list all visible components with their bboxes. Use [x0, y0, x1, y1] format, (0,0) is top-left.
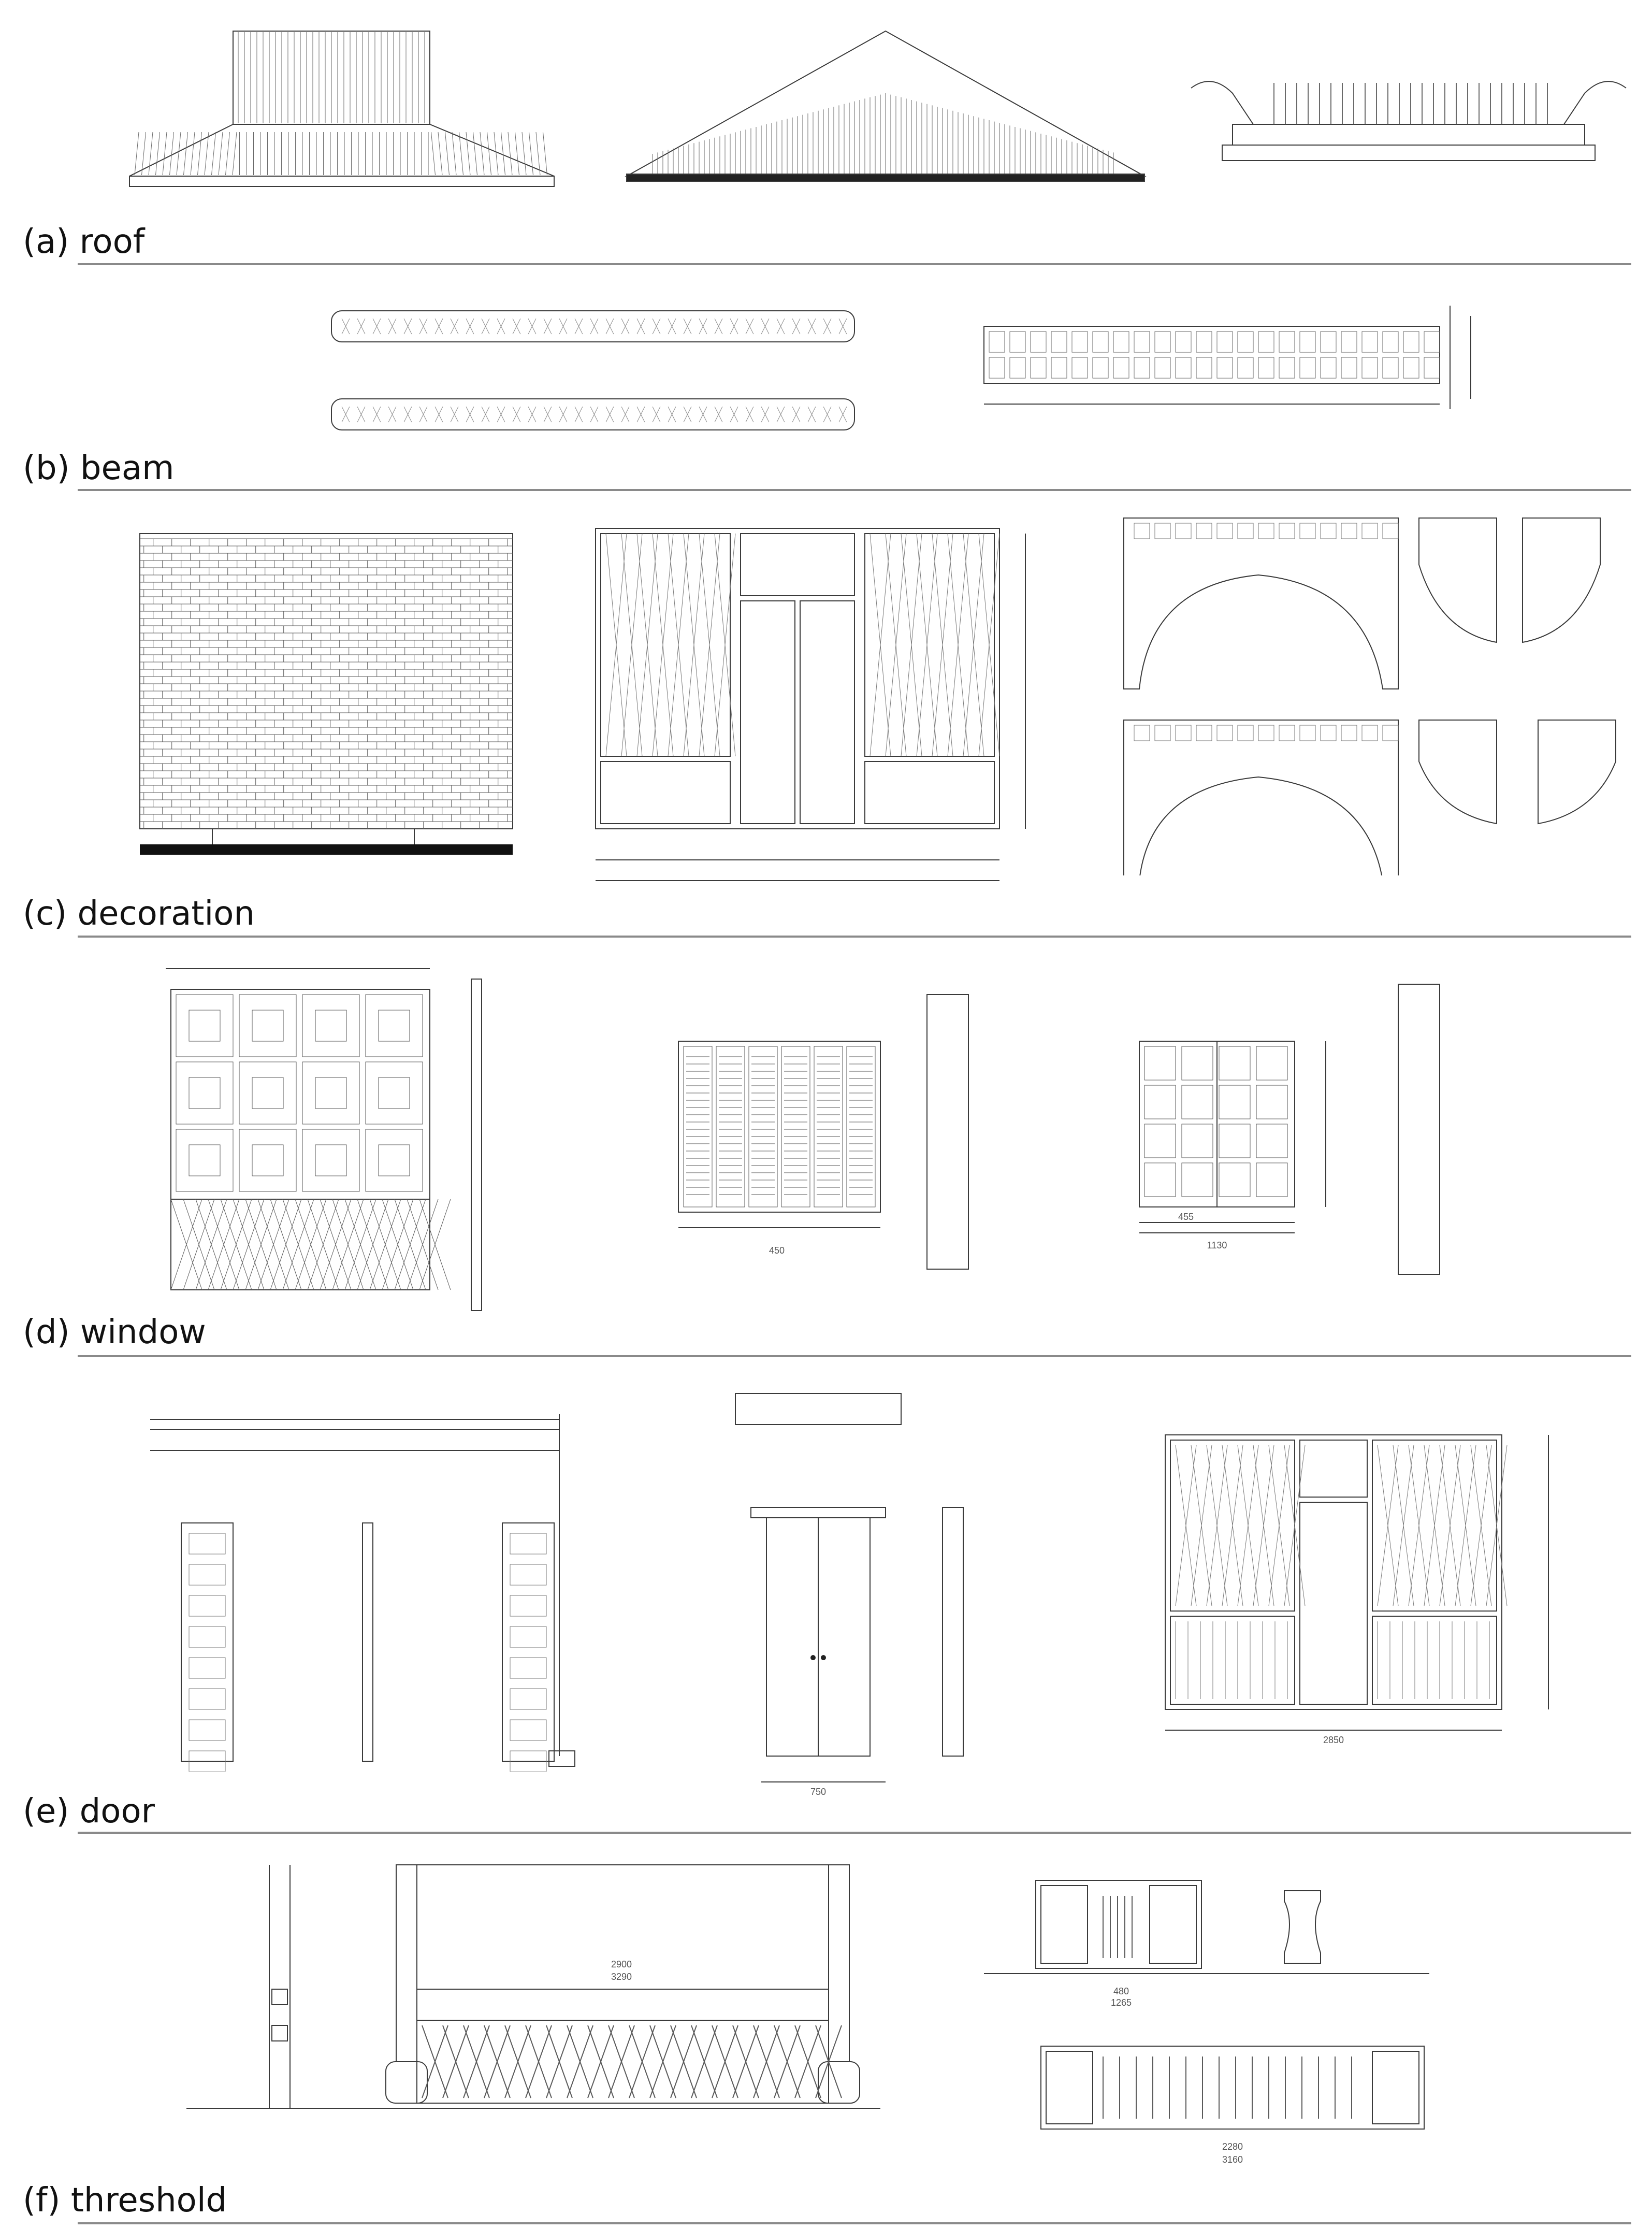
drawing-cell — [1256, 1124, 1287, 1158]
drawing-cell — [1321, 357, 1336, 378]
drawing-cell — [189, 1689, 225, 1709]
drawing-cell — [989, 332, 1005, 352]
drawing-cell — [189, 1595, 225, 1616]
drawing-line — [522, 132, 526, 175]
caption-threshold: (f) threshold — [23, 2181, 227, 2220]
drawing-cell — [1182, 1163, 1213, 1197]
drawing-cell — [1362, 523, 1378, 539]
threshold-dim-a: 2900 — [611, 1959, 632, 1969]
caption-window: (d) window — [23, 1313, 206, 1351]
roof-drawing-ridge — [1181, 67, 1636, 181]
drawing-cell — [239, 995, 296, 1057]
drawing-cell — [1383, 523, 1398, 539]
drawing-cell — [1093, 357, 1108, 378]
drawing-cell — [366, 1129, 423, 1191]
drawing-line — [184, 132, 188, 175]
door-drawing-screen — [1155, 1425, 1600, 1756]
rule-door — [78, 1832, 1631, 1834]
drawing-cell — [1196, 332, 1212, 352]
drawing-cell — [1010, 332, 1025, 352]
drawing-cell — [1144, 1124, 1176, 1158]
drawing-line — [191, 132, 195, 175]
panel-roof — [0, 0, 1652, 269]
drawing-cell — [1155, 357, 1170, 378]
drawing-cell — [510, 1595, 546, 1616]
drawing-cell — [189, 1564, 225, 1585]
drawing-cell — [1238, 725, 1253, 741]
drawing-cell — [1383, 725, 1398, 741]
drawing-cell — [1321, 725, 1336, 741]
drawing-cell — [1217, 523, 1233, 539]
drawing-cell — [1182, 1124, 1213, 1158]
panel-door — [0, 1362, 1652, 1839]
drawing-cell — [1093, 332, 1108, 352]
decoration-drawing-screen — [585, 523, 1056, 912]
rule-decoration — [78, 936, 1631, 938]
rule-window — [78, 1355, 1631, 1357]
threshold-right-dim-a: 480 — [1113, 1986, 1129, 1996]
drawing-cell — [315, 1145, 346, 1176]
drawing-line — [219, 132, 223, 175]
drawing-cell — [189, 1658, 225, 1678]
drawing-cell — [1300, 357, 1315, 378]
drawing-cell — [1031, 332, 1046, 352]
door-drawing-leaf — [730, 1373, 999, 1797]
drawing-cell — [814, 1046, 843, 1207]
drawing-cell — [366, 995, 423, 1057]
threshold-drawing-panels — [984, 1860, 1450, 2181]
drawing-line — [198, 132, 202, 175]
drawing-cell — [1072, 332, 1088, 352]
drawing-line — [473, 132, 477, 175]
panel-threshold — [0, 1839, 1652, 2229]
drawing-cell — [1155, 725, 1170, 741]
drawing-cell — [189, 1077, 220, 1109]
drawing-cell — [1155, 332, 1170, 352]
drawing-cell — [1219, 1046, 1250, 1080]
panel-beam — [0, 269, 1652, 492]
beam-drawing-section — [1429, 300, 1491, 420]
drawing-cell — [1362, 332, 1378, 352]
drawing-cell — [189, 1720, 225, 1741]
drawing-cell — [1176, 332, 1191, 352]
drawing-cell — [1403, 332, 1419, 352]
drawing-line — [431, 132, 436, 175]
drawing-cell — [1196, 523, 1212, 539]
drawing-cell — [379, 1010, 410, 1041]
drawing-cell — [781, 1046, 810, 1207]
drawing-line — [543, 132, 547, 175]
caption-beam: (b) beam — [23, 449, 175, 487]
drawing-cell — [1362, 725, 1378, 741]
drawing-line — [515, 132, 519, 175]
drawing-cell — [510, 1720, 546, 1741]
window-drawing-lattice — [161, 958, 502, 1321]
drawing-cell — [510, 1658, 546, 1678]
window-right-width-dim: 1130 — [1207, 1240, 1227, 1250]
door-width-dim: 750 — [810, 1787, 827, 1797]
drawing-cell — [239, 1129, 296, 1191]
rule-roof — [78, 263, 1631, 265]
panel-window — [0, 943, 1652, 1362]
drawing-cell — [1134, 357, 1150, 378]
drawing-cell — [1144, 1046, 1176, 1080]
caption-decoration: (c) decoration — [23, 895, 255, 933]
door-inner-width-dim: 2850 — [1323, 1735, 1344, 1745]
drawing-cell — [379, 1077, 410, 1109]
threshold-right-dim-b: 1265 — [1110, 1997, 1132, 2008]
beam-drawing-carved — [311, 300, 870, 435]
drawing-cell — [1134, 523, 1150, 539]
drawing-cell — [1134, 725, 1150, 741]
rule-threshold — [78, 2222, 1631, 2224]
drawing-cell — [1217, 357, 1233, 378]
drawing-cell — [252, 1077, 283, 1109]
drawing-cell — [1144, 1085, 1176, 1119]
threshold-right-dim-c: 2280 — [1222, 2141, 1243, 2152]
drawing-cell — [989, 357, 1005, 378]
drawing-cell — [1182, 1085, 1213, 1119]
drawing-cell — [302, 995, 359, 1057]
drawing-cell — [1217, 725, 1233, 741]
drawing-cell — [1258, 725, 1274, 741]
drawing-cell — [252, 1010, 283, 1041]
window-right-mid-dim: 455 — [1178, 1212, 1194, 1222]
drawing-cell — [379, 1145, 410, 1176]
drawing-line — [149, 132, 153, 175]
drawing-cell — [510, 1564, 546, 1585]
drawing-cell — [1219, 1085, 1250, 1119]
drawing-cell — [1219, 1124, 1250, 1158]
drawing-cell — [1321, 332, 1336, 352]
drawing-cell — [1176, 523, 1191, 539]
drawing-line — [177, 132, 181, 175]
drawing-line — [233, 132, 237, 175]
drawing-cell — [1010, 357, 1025, 378]
drawing-cell — [1196, 357, 1212, 378]
drawing-cell — [1383, 357, 1398, 378]
drawing-cell — [1238, 357, 1253, 378]
roof-drawing-hip — [119, 21, 564, 192]
window-drawing-louvre — [668, 984, 1041, 1274]
drawing-cell — [1176, 357, 1191, 378]
threshold-right-dim-d: 3160 — [1222, 2154, 1243, 2165]
threshold-drawing-front — [186, 1860, 891, 2129]
drawing-cell — [1403, 357, 1419, 378]
drawing-line — [170, 132, 174, 175]
drawing-line — [135, 132, 139, 175]
panel-decoration — [0, 492, 1652, 943]
drawing-line — [156, 132, 160, 175]
drawing-cell — [1362, 357, 1378, 378]
drawing-cell — [176, 1129, 233, 1191]
drawing-cell — [1258, 332, 1274, 352]
drawing-cell — [1258, 357, 1274, 378]
drawing-cell — [1031, 357, 1046, 378]
drawing-cell — [252, 1145, 283, 1176]
drawing-cell — [1217, 332, 1233, 352]
drawing-cell — [510, 1533, 546, 1554]
drawing-cell — [1238, 523, 1253, 539]
drawing-cell — [1113, 357, 1129, 378]
rule-beam — [78, 489, 1631, 491]
decoration-drawing-brackets — [1108, 502, 1626, 875]
drawing-cell — [1383, 332, 1398, 352]
drawing-cell — [189, 1010, 220, 1041]
drawing-cell — [1113, 332, 1129, 352]
drawing-cell — [1134, 332, 1150, 352]
drawing-line — [487, 132, 491, 175]
drawing-line — [508, 132, 512, 175]
drawing-line — [163, 132, 167, 175]
drawing-cell — [1341, 725, 1357, 741]
window-drawing-grid — [1129, 974, 1554, 1285]
drawing-cell — [510, 1627, 546, 1647]
drawing-cell — [1219, 1163, 1250, 1197]
drawing-cell — [315, 1010, 346, 1041]
drawing-cell — [1300, 523, 1315, 539]
drawing-cell — [1051, 332, 1067, 352]
drawing-cell — [1300, 725, 1315, 741]
decoration-drawing-brick-wall — [135, 528, 518, 870]
drawing-cell — [1051, 357, 1067, 378]
drawing-cell — [1279, 725, 1295, 741]
drawing-cell — [1182, 1046, 1213, 1080]
drawing-cell — [1256, 1163, 1287, 1197]
drawing-cell — [1341, 523, 1357, 539]
drawing-cell — [1256, 1085, 1287, 1119]
drawing-cell — [1196, 725, 1212, 741]
drawing-cell — [684, 1046, 712, 1207]
drawing-cell — [302, 1062, 359, 1124]
drawing-line — [466, 132, 470, 175]
drawing-line — [480, 132, 484, 175]
drawing-cell — [1258, 523, 1274, 539]
drawing-cell — [239, 1062, 296, 1124]
door-drawing-panels — [145, 1373, 642, 1772]
drawing-cell — [302, 1129, 359, 1191]
drawing-cell — [716, 1046, 745, 1207]
drawing-cell — [1279, 523, 1295, 539]
drawing-cell — [176, 995, 233, 1057]
drawing-cell — [1279, 332, 1295, 352]
drawing-cell — [176, 1062, 233, 1124]
drawing-line — [529, 132, 533, 175]
drawing-line — [438, 132, 442, 175]
drawing-cell — [1176, 725, 1191, 741]
drawing-cell — [1238, 332, 1253, 352]
drawing-cell — [189, 1533, 225, 1554]
threshold-dim-b: 3290 — [611, 1972, 632, 1982]
drawing-cell — [1144, 1163, 1176, 1197]
drawing-line — [452, 132, 456, 175]
drawing-cell — [1256, 1046, 1287, 1080]
caption-roof: (a) roof — [23, 223, 145, 261]
drawing-cell — [1279, 357, 1295, 378]
drawing-line — [494, 132, 498, 175]
drawing-cell — [189, 1627, 225, 1647]
caption-door: (e) door — [23, 1792, 155, 1831]
drawing-line — [501, 132, 505, 175]
drawing-line — [445, 132, 450, 175]
drawing-cell — [1341, 332, 1357, 352]
drawing-cell — [189, 1145, 220, 1176]
drawing-cell — [1155, 523, 1170, 539]
roof-drawing-gable — [621, 21, 1150, 186]
drawing-line — [212, 132, 216, 175]
drawing-cell — [1321, 523, 1336, 539]
drawing-cell — [510, 1689, 546, 1709]
drawing-line — [226, 132, 230, 175]
drawing-cell — [366, 1062, 423, 1124]
drawing-cell — [1072, 357, 1088, 378]
drawing-cell — [1341, 357, 1357, 378]
drawing-cell — [315, 1077, 346, 1109]
window-mid-dim: 450 — [769, 1245, 785, 1256]
drawing-cell — [1300, 332, 1315, 352]
drawing-cell — [749, 1046, 777, 1207]
drawing-cell — [847, 1046, 875, 1207]
beam-drawing-lattice — [974, 316, 1450, 420]
